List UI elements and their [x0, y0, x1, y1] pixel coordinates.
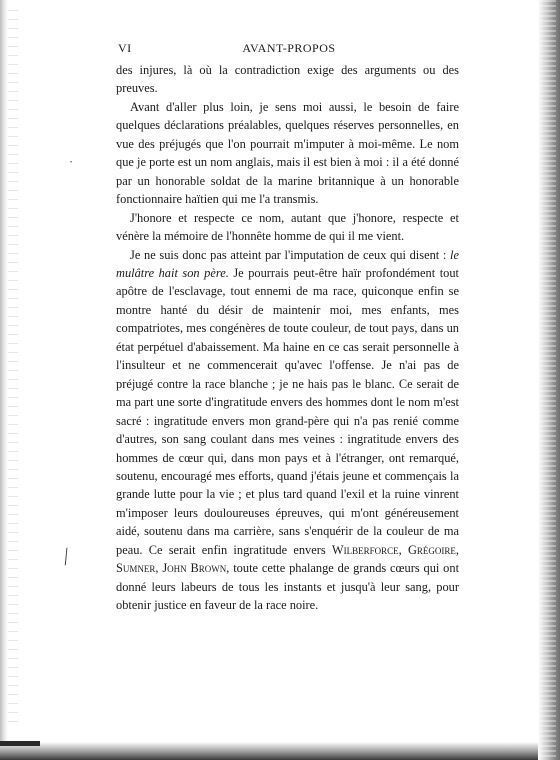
- paragraph-2: Avant d'aller plus loin, je sens moi aussi, le besoin de faire quelques déclarations préalables, quelques réserves personnelles, en vue des préjugés que l'on pourrait m'imputer à moi-même. Le nom que je porte est un nom anglais, mais il est bien à moi : il a été donné par un honorable soldat de la marine britannique à un honorable fonctionnaire haïtien qui me l'a transmis.: [116, 99, 459, 207]
- body-text: [116, 61, 459, 615]
- paragraph-1: des injures, là où la contradiction exige des arguments ou des preuves.: [116, 63, 459, 96]
- paragraph-4: [116, 246, 459, 615]
- paragraph-3: J'honore et respecte ce nom, autant que j'honore, respecte et vénère la mémoire de l'honnête homme de qui il me vient.: [116, 210, 459, 244]
- paragraph-4-opening: Je ne suis donc pas atteint par l'imputation de ceux qui disent :: [130, 247, 451, 262]
- paragraph-4-body: Je pourrais peut-être haïr profondément tout apôtre de l'esclavage, tout ennemi de ma race, quiconque enfin se montre hanté du désir de maintenir moi, mes enfants, mes compatriotes, mes congénères de toute couleur, de tout pays, dans un état perpétuel d'abaissement. Ma haine en ce cas serait personnelle à l'insulteur et ne commencerait qu'avec l'offense. Je n'ai pas de préjugé contre la race blanche ; je ne hais pas le blanc. Ce serait de ma part une sorte d'ingratitude envers des hommes dont le nom m'est sacré : ingratitude envers mon grand-père qui n'a pas renié comme d'autres, son sang coulant dans mes veines : ingratitude envers des hommes de cœur qui, dans mon pays et à l'étranger, ont remarqué, soutenu, encouragé mes efforts, quand j'étais jeune et commençais la grande lutte pour la vie ; et plus tard quand l'exil et la ruine vinrent m'imposer leurs douloureuses épreuves, qui m'ont généreusement aidé, soutenu dans ma carrière, sans s'enquérir de la couleur de ma peau. Ce serait enfin ingratitude envers: [116, 265, 459, 557]
- page-number: VI: [118, 41, 132, 55]
- page-left-shadow: [0, 0, 8, 760]
- name-sumner: Sumner: [116, 561, 156, 576]
- page-header: [118, 41, 460, 57]
- page-right-speckle: [540, 0, 556, 760]
- paragraph-4-ending: , toute cette phalange de grands cœurs qui ont donné leurs labeurs de tous les instants et jusqu'à leur sang, pour obtenir justice en faveur de la race noire.: [116, 561, 460, 613]
- page-bottom-shadow: [0, 742, 538, 760]
- name-separator: ,: [398, 542, 408, 557]
- name-separator: ,: [155, 561, 163, 576]
- name-wilberforce: Wilberforce: [331, 542, 399, 557]
- name-separator: ,: [455, 542, 459, 557]
- name-john-brown: John Brown: [162, 561, 227, 576]
- italic-quote: le mulâtre hait son père.: [116, 247, 459, 280]
- page-bottom-corner-mark: [0, 741, 40, 746]
- scan-dot: •: [70, 160, 73, 166]
- binding-marks: [8, 10, 18, 730]
- scan-speck: ⟋: [55, 545, 78, 569]
- running-head: AVANT-PROPOS: [242, 41, 336, 55]
- name-gregoire: Grégoire: [407, 542, 456, 557]
